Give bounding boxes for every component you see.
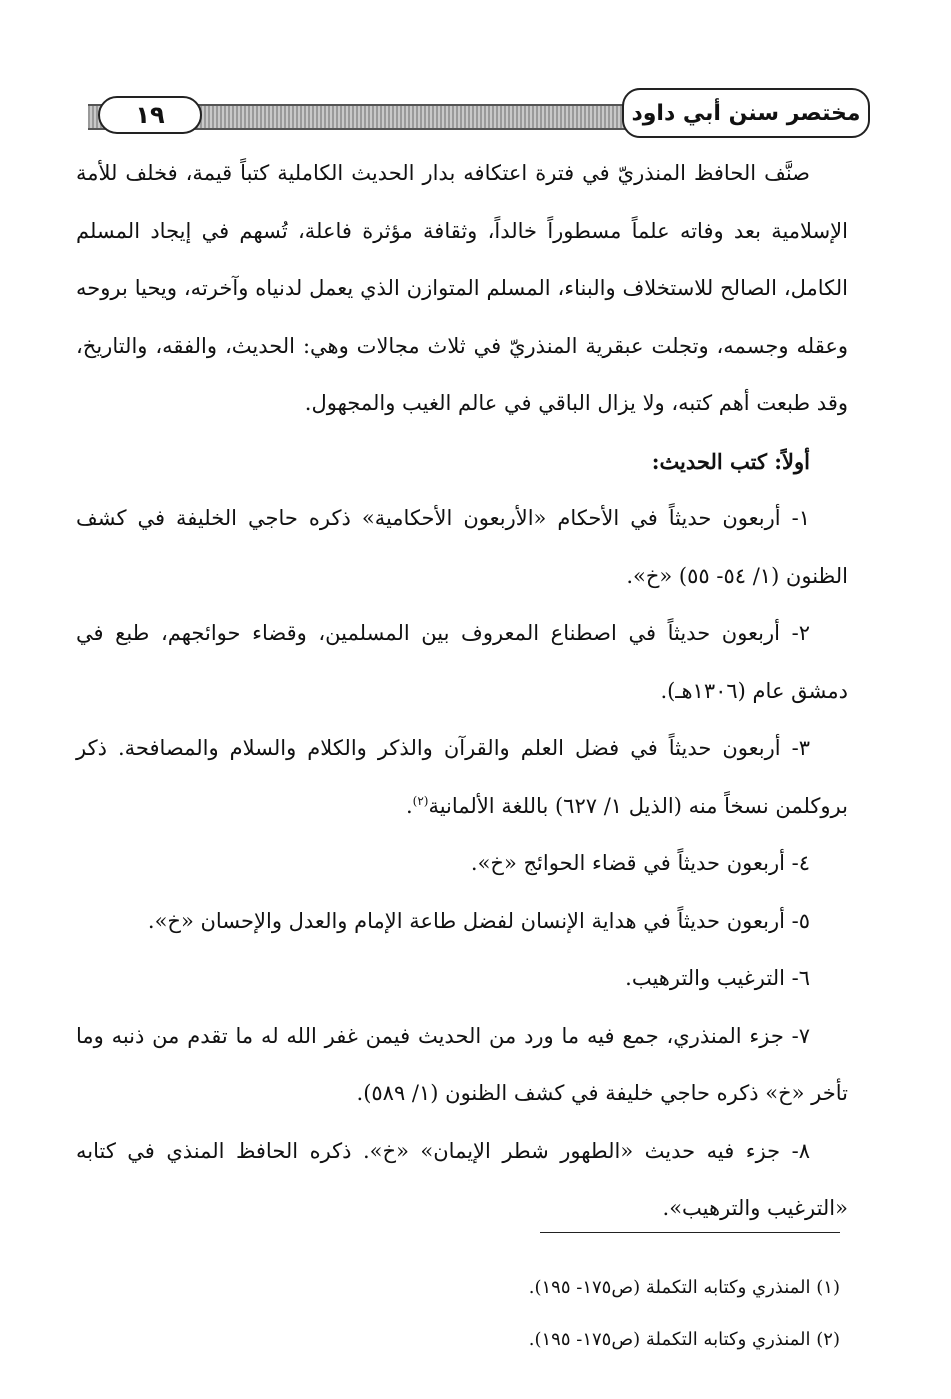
section-heading: أولاً: كتب الحديث: [651, 448, 810, 474]
list-item: ٢- أربعون حديثاً في اصطناع المعروف بين المسلمين، وقضاء حوائجهم، طبع في دمشق عام (١٣٠٦هـ). [76, 621, 848, 703]
intro-text: صنَّف الحافظ المنذريّ في فترة اعتكافه بدار الحديث الكاملية كتباً قيمة، فخلف للأمة الإسلامية بعد وفاته علماً مسطوراً خالداً، وثقافة مؤثرة فاعلة، تُسهم في إيجاد المسلم الكامل، الصالح للاستخلاف والبناء، المسلم المتوازن الذي يعمل لدنياه وآخرته، ويحيا بروحه وعقله وجسمه، وتجلت عبقرية المنذريّ في ثلاث مجالات وهي: الحديث، والفقه، والتاريخ، وقد طبعت أهم كتبه، ولا يزال الباقي في عالم الغيب والمجهول. [76, 161, 848, 415]
list-item-text: ٣- أربعون حديثاً في فضل العلم والقرآن والذكر والكلام والسلام والمصافحة. ذكر بروكلمن نسخاً منه (الذيل ١/ ٦٢٧) باللغة الألمانية [76, 736, 848, 818]
footnote: (٢) المنذري وكتابه التكملة (ص١٧٥- ١٩٥). [528, 1329, 840, 1350]
footnote-divider [540, 1232, 840, 1233]
list-item: ٦- الترغيب والترهيب. [625, 966, 810, 990]
intro-paragraph [76, 145, 848, 433]
list-item: ١- أربعون حديثاً في الأحكام «الأربعون الأحكامية» ذكره حاجي الخليفة في كشف الظنون (١/ ٥٤- ٥٥) «خ». [76, 506, 848, 588]
list-item: ٨- جزء فيه حديث «الطهور شطر الإيمان» «خ». ذكره الحافظ المنذي في كتابه «الترغيب والترهيب». [76, 1138, 848, 1220]
page-number: ١٩ [98, 96, 202, 134]
list-item: ٧- جزء المنذري، جمع فيه ما ورد من الحديث فيمن غفر الله له ما تقدم من ذنبه وما تأخر «خ» ذكره حاجي خليفة في كشف الظنون (١/ ٥٨٩). [76, 1023, 848, 1105]
main-text [76, 145, 848, 1238]
footnotes [400, 1262, 840, 1366]
list-item: ٥- أربعون حديثاً في هداية الإنسان لفضل طاعة الإمام والعدل والإحسان «خ». [147, 908, 810, 933]
list-item [76, 720, 848, 835]
footnote-marker: (٢) [412, 793, 429, 808]
page-header [80, 84, 870, 148]
footnote: (١) المنذري وكتابه التكملة (ص١٧٥- ١٩٥). [528, 1277, 840, 1298]
list-item-end: . [405, 793, 413, 818]
list-item: ٤- أربعون حديثاً في قضاء الحوائج «خ». [470, 851, 810, 875]
book-title: مختصر سنن أبي داود [622, 88, 870, 138]
